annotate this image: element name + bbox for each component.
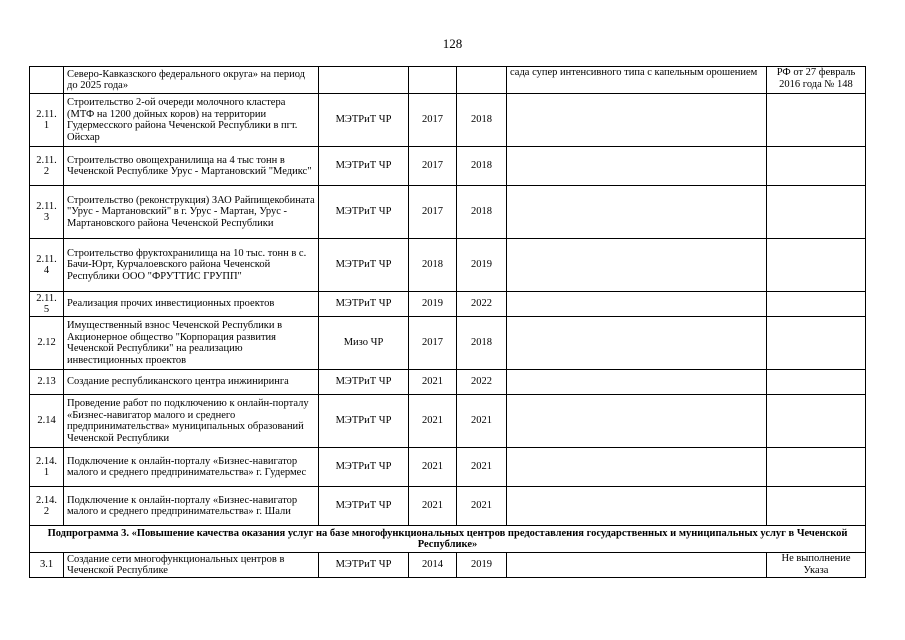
row-number: 2.13 — [30, 370, 64, 395]
table-row — [30, 448, 866, 487]
measure-name: Строительство овощехранилища на 4 тыс тонн в Чеченской Республике Урус - Мартановский "Медикс" — [64, 147, 319, 186]
expected-result — [507, 553, 767, 578]
end-year: 2021 — [457, 487, 507, 526]
note — [767, 395, 866, 448]
end-year: 2022 — [457, 292, 507, 317]
note — [767, 317, 866, 370]
executor: МЭТРиТ ЧР — [319, 186, 409, 239]
end-year: 2019 — [457, 239, 507, 292]
end-year: 2021 — [457, 395, 507, 448]
end-year: 2018 — [457, 317, 507, 370]
expected-result — [507, 448, 767, 487]
table-row — [30, 67, 866, 94]
table-row — [30, 292, 866, 317]
executor: МЭТРиТ ЧР — [319, 448, 409, 487]
executor: МЭТРиТ ЧР — [319, 147, 409, 186]
note — [767, 94, 866, 147]
start-year: 2017 — [409, 94, 457, 147]
measure-name: Реализация прочих инвестиционных проектов — [64, 292, 319, 317]
note: РФ от 27 февраль 2016 года № 148 — [767, 67, 866, 94]
end-year: 2018 — [457, 186, 507, 239]
table-row — [30, 147, 866, 186]
executor — [319, 67, 409, 94]
end-year: 2018 — [457, 147, 507, 186]
executor: МЭТРиТ ЧР — [319, 239, 409, 292]
note — [767, 292, 866, 317]
table-row — [30, 487, 866, 526]
expected-result — [507, 292, 767, 317]
end-year: 2022 — [457, 370, 507, 395]
start-year: 2018 — [409, 239, 457, 292]
measure-name: Проведение работ по подключению к онлайн-порталу «Бизнес-навигатор малого и среднего предпринимательства» муниципальных образований Чеченской Республики — [64, 395, 319, 448]
expected-result — [507, 147, 767, 186]
end-year: 2021 — [457, 448, 507, 487]
row-number: 2.11. 4 — [30, 239, 64, 292]
measure-name: Создание сети многофункциональных центров в Чеченской Республике — [64, 553, 319, 578]
note — [767, 370, 866, 395]
table-row — [30, 395, 866, 448]
measure-name: Имущественный взнос Чеченской Республики в Акционерное общество "Корпорация развития Чеченской Республики" на реализацию инвестиционных проектов — [64, 317, 319, 370]
start-year: 2014 — [409, 553, 457, 578]
measure-name: Строительство фруктохранилища на 10 тыс. тонн в с. Бачи-Юрт, Курчалоевского района Чеченской Республики ООО "ФРУТТИС ГРУПП" — [64, 239, 319, 292]
row-number: 3.1 — [30, 553, 64, 578]
start-year: 2017 — [409, 147, 457, 186]
page-number: 128 — [442, 36, 463, 51]
table-row — [30, 186, 866, 239]
note — [767, 487, 866, 526]
expected-result: сада супер интенсивного типа с капельным орошением — [507, 67, 767, 94]
row-number: 2.14 — [30, 395, 64, 448]
measure-name: Подключение к онлайн-порталу «Бизнес-навигатор малого и среднего предпринимательства» г. Гудермес — [64, 448, 319, 487]
expected-result — [507, 239, 767, 292]
executor: МЭТРиТ ЧР — [319, 292, 409, 317]
subprogram-title: Подпрограмма 3. «Повышение качества оказания услуг на базе многофункциональных центров предоставления государственных и муниципальных услуг в Чеченской Республике» — [30, 526, 866, 553]
subprogram-row — [30, 526, 866, 553]
note: Не выполнение Указа — [767, 553, 866, 578]
expected-result — [507, 94, 767, 147]
note — [767, 239, 866, 292]
measure-name: Строительство (реконструкция) ЗАО Райпищекобината "Урус - Мартановский" в г. Урус - Мартан, Урус - Мартановского района Чеченской Республики — [64, 186, 319, 239]
start-year: 2021 — [409, 370, 457, 395]
end-year — [457, 67, 507, 94]
row-number: 2.14. 2 — [30, 487, 64, 526]
expected-result — [507, 186, 767, 239]
row-number: 2.14. 1 — [30, 448, 64, 487]
end-year: 2018 — [457, 94, 507, 147]
table-row — [30, 94, 866, 147]
start-year — [409, 67, 457, 94]
note — [767, 147, 866, 186]
measure-name: Строительство 2-ой очереди молочного кластера (МТФ на 1200 дойных коров) на территории Гудермесского района Чеченской Республики в пгт. Ойсхар — [64, 94, 319, 147]
table-row — [30, 370, 866, 395]
expected-result — [507, 370, 767, 395]
start-year: 2021 — [409, 448, 457, 487]
start-year: 2017 — [409, 317, 457, 370]
row-number: 2.11. 5 — [30, 292, 64, 317]
executor: МЭТРиТ ЧР — [319, 395, 409, 448]
row-number — [30, 67, 64, 94]
expected-result — [507, 317, 767, 370]
executor: МЭТРиТ ЧР — [319, 487, 409, 526]
row-number: 2.11. 3 — [30, 186, 64, 239]
table-row — [30, 553, 866, 578]
expected-result — [507, 395, 767, 448]
row-number: 2.12 — [30, 317, 64, 370]
start-year: 2021 — [409, 487, 457, 526]
executor: Мизо ЧР — [319, 317, 409, 370]
executor: МЭТРиТ ЧР — [319, 553, 409, 578]
measures-table — [29, 66, 866, 578]
start-year: 2019 — [409, 292, 457, 317]
measure-name: Подключение к онлайн-порталу «Бизнес-навигатор малого и среднего предпринимательства» г. Шали — [64, 487, 319, 526]
executor: МЭТРиТ ЧР — [319, 370, 409, 395]
measure-name: Северо-Кавказского федерального округа» на период до 2025 года» — [64, 67, 319, 94]
table-row — [30, 239, 866, 292]
note — [767, 186, 866, 239]
start-year: 2017 — [409, 186, 457, 239]
note — [767, 448, 866, 487]
expected-result — [507, 487, 767, 526]
measure-name: Создание республиканского центра инжиниринга — [64, 370, 319, 395]
row-number: 2.11. 2 — [30, 147, 64, 186]
start-year: 2021 — [409, 395, 457, 448]
row-number: 2.11. 1 — [30, 94, 64, 147]
table-row — [30, 317, 866, 370]
executor: МЭТРиТ ЧР — [319, 94, 409, 147]
end-year: 2019 — [457, 553, 507, 578]
